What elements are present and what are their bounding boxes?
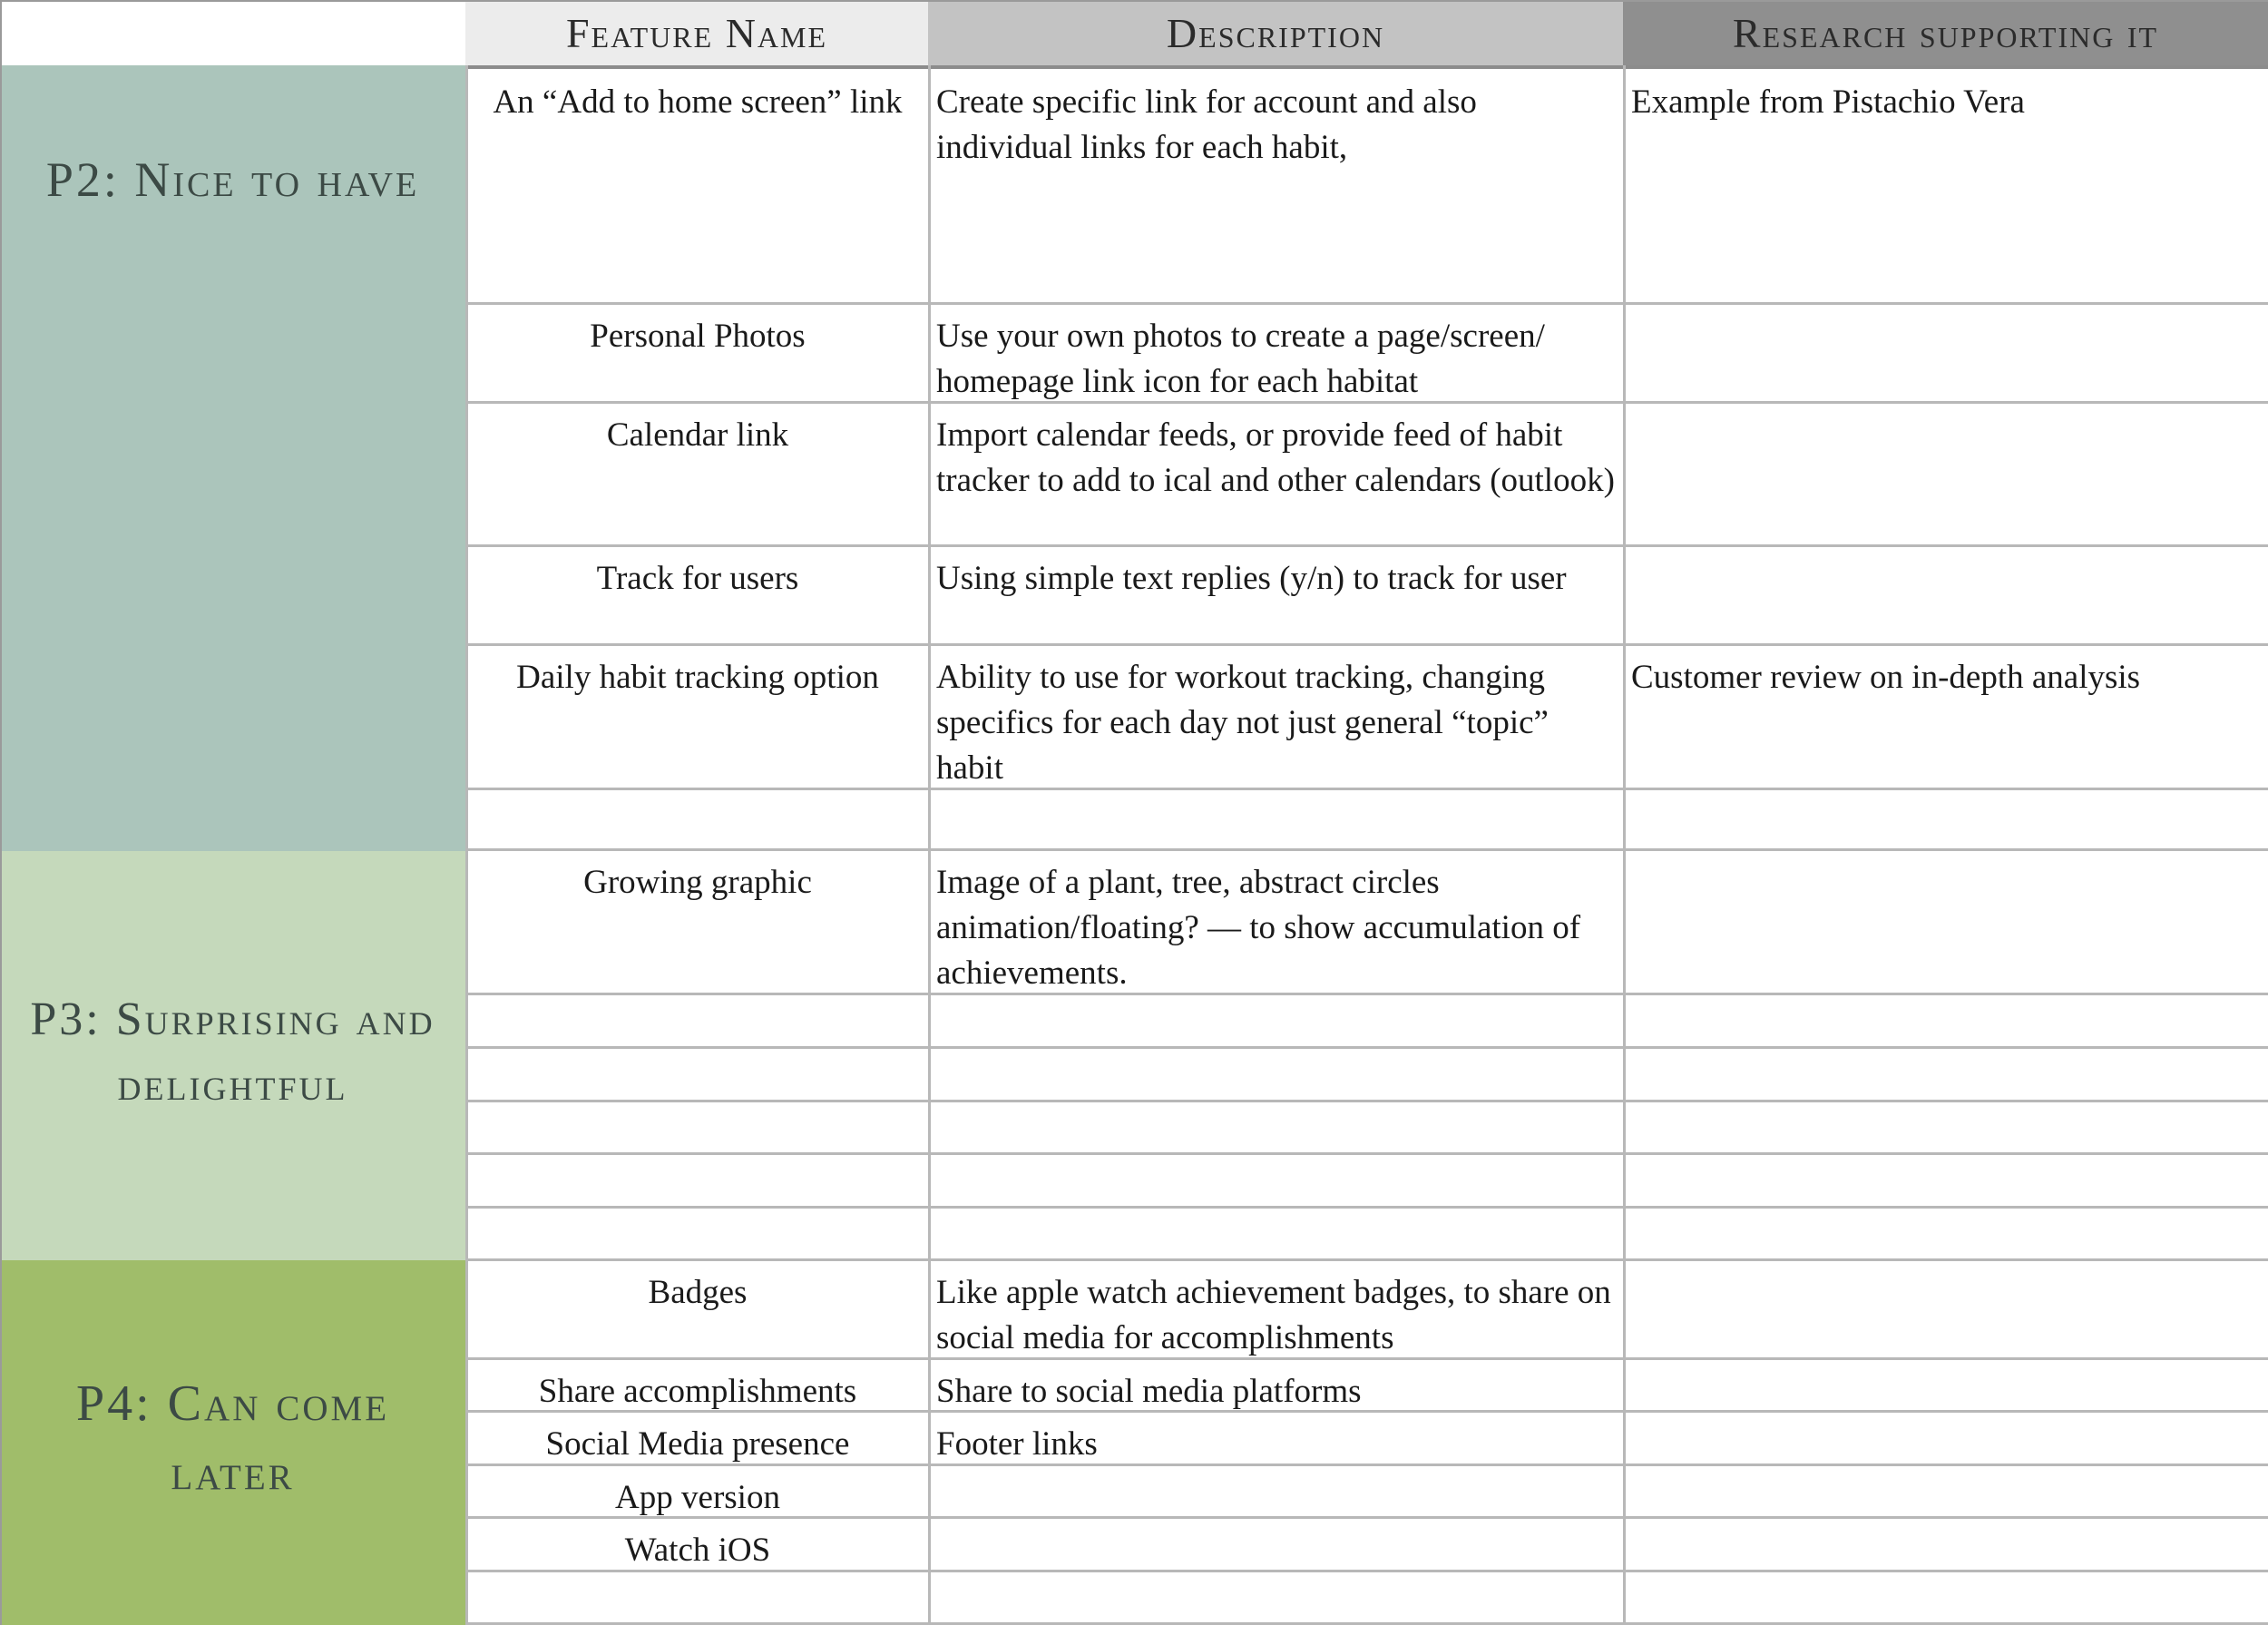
header-research [1623,0,2268,65]
research-cell [1626,1049,2268,1058]
header-research-label: Research supporting it [1732,9,2159,56]
research-cell [1626,1413,2268,1422]
header-feature-name [465,0,928,65]
feature-name-cell [468,1155,927,1164]
header-description [928,0,1623,65]
research-cell [1626,547,2268,556]
feature-name-cell: Social Media presence [545,1425,850,1463]
feature-name-cell [468,1209,927,1218]
section-p2 [0,65,465,851]
feature-name-cell [468,1102,927,1111]
feature-name-cell: An “Add to home screen” link [493,83,903,121]
research-cell [1626,1155,2268,1164]
research-cell [1626,851,2268,860]
header-divider [465,65,2268,69]
table-border-top [0,0,2268,2]
table-border-left [0,0,2,1625]
description-cell [931,1466,1622,1475]
feature-name-cell [468,1572,927,1581]
feature-name-cell: Badges [648,1274,748,1311]
research-cell [1626,995,2268,1004]
feature-name-cell: Calendar link [606,416,789,454]
research-cell: Customer review on in-depth analysis [1631,659,2141,696]
section-p3 [0,851,465,1260]
feature-name-cell: Growing graphic [583,864,812,901]
feature-name-cell: Personal Photos [590,318,806,355]
feature-name-cell [468,1049,927,1058]
description-cell [931,790,1622,799]
header-description-label: Description [1166,9,1385,56]
research-cell [1626,790,2268,799]
description-cell [931,1572,1622,1581]
research-cell [1626,1102,2268,1111]
feature-name-cell: App version [615,1479,780,1516]
research-cell [1626,305,2268,314]
description-cell: Import calendar feeds, or provide feed of habit tracker to add to ical and other calendars (outlook) [936,416,1615,499]
grid-vline-3 [1623,65,1626,1625]
section-p4-label: P4: Can come later [75,1375,390,1501]
research-cell [1626,1572,2268,1581]
description-cell: Footer links [936,1425,1098,1463]
header-feature-name-label: Feature Name [565,9,828,56]
research-cell: Example from Pistachio Vera [1631,83,2025,121]
description-cell [931,1155,1622,1164]
research-cell [1626,404,2268,413]
description-cell [931,1519,1622,1528]
feature-name-cell [468,790,927,799]
feature-name-cell: Daily habit tracking option [516,659,879,696]
section-p3-label: P3: Surprising and delightful [30,994,435,1111]
section-p2-label: P2: Nice to have [45,152,420,207]
description-cell: Ability to use for workout tracking, changing specifics for each day not just general “topic” habit [936,659,1549,787]
research-cell [1626,1360,2268,1369]
description-cell [931,995,1622,1004]
description-cell: Use your own photos to create a page/screen/ homepage link icon for each habitat [936,318,1545,400]
description-cell: Like apple watch achievement badges, to share on social media for accomplishments [936,1274,1611,1356]
research-cell [1626,1519,2268,1528]
section-p4 [0,1260,465,1625]
feature-name-cell: Share accomplishments [538,1373,857,1410]
research-cell [1626,1261,2268,1270]
feature-name-cell: Watch iOS [624,1532,771,1569]
description-cell: Image of a plant, tree, abstract circles animation/floating? — to show accumulation of achievements. [936,864,1581,992]
description-cell [931,1209,1622,1218]
research-cell [1626,1466,2268,1475]
description-cell: Share to social media platforms [936,1373,1362,1410]
feature-name-cell [468,995,927,1004]
description-cell [931,1049,1622,1058]
description-cell: Create specific link for account and also individual links for each habit, [936,83,1477,166]
description-cell: Using simple text replies (y/n) to track for user [936,560,1567,597]
description-cell [931,1102,1622,1111]
research-cell [1626,1209,2268,1218]
feature-name-cell: Track for users [596,560,799,597]
